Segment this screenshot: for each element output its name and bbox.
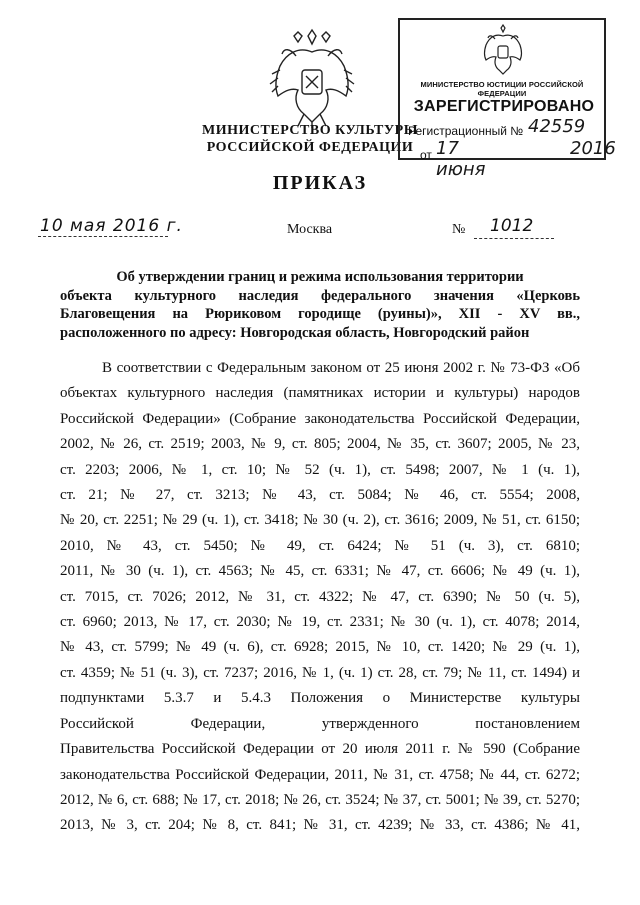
subject-line: объекта культурного наследия федерального значения «Церковь (60, 287, 580, 304)
order-number-label: № (452, 222, 466, 237)
coat-of-arms-icon (268, 26, 356, 130)
body-line: 2010, № 43, ст. 5450; № 49, ст. 6424; № 51 (ч. 3), ст. 6810; (60, 537, 580, 554)
order-city: Москва (287, 222, 333, 237)
order-subject (60, 268, 580, 342)
body-line: ст. 6960; 2013, № 17, ст. 2030; № 19, ст. 2331; № 30 (ч. 1), ст. 4078; 2014, (60, 614, 580, 631)
body-line: ст. 21; № 27, ст. 3213; № 43, ст. 5084; № 46, ст. 5554; 2008, (60, 487, 580, 504)
stamp-reg-number-row (408, 116, 586, 138)
body-line: ст. 7015, ст. 7026; 2012, № 31, ст. 4322; № 47, ст. 6390; № 50 (ч. 5), (60, 588, 580, 605)
stamp-coat-of-arms-icon (480, 24, 526, 76)
number-underline (474, 238, 554, 239)
body-line: законодательства Российской Федерации, 2011, № 31, ст. 4758; № 44, ст. 6272; (60, 766, 580, 783)
body-line: Российской Федерации» (Собрание законодательства Российской Федерации, (60, 410, 580, 427)
body-line: ст. 4359; № 51 (ч. 3), ст. 7237; 2016, № 1, (ч. 1) ст. 28, ст. 79; № 11, ст. 1494) и (60, 664, 580, 681)
stamp-date-row (420, 138, 616, 180)
subject-line: Благовещения на Рюриковом городище (руины)», XII - XV вв., (60, 306, 580, 322)
registration-stamp (398, 18, 616, 180)
body-line: Российской Федерации, утвержденного постановлением (60, 715, 580, 732)
body-line: ст. 2203; 2006, № 1, ст. 10; № 52 (ч. 1), ст. 5498; 2007, № 1 (ч. 1), (60, 461, 580, 478)
ministry-name (196, 122, 424, 156)
stamp-reg-number: 42559 (528, 116, 586, 137)
body-line: 2013, № 3, ст. 204; № 8, ст. 841; № 31, ст. 4239; № 33, ст. 4386; № 41, (60, 817, 580, 834)
order-date: 10 мая 2016 г. (40, 216, 183, 236)
stamp-date: 17 июня (436, 138, 486, 180)
order-body (60, 356, 580, 839)
stamp-year: 2016 (570, 138, 616, 159)
document-title: ПРИКАЗ (272, 172, 368, 194)
subject-line: Об утверждении границ и режима использования территории (116, 269, 524, 285)
body-line: объектах культурного наследия (памятниках истории и культуры) народов (60, 385, 580, 402)
body-line: 2012, № 6, ст. 688; № 17, ст. 2018; № 26, ст. 3524; № 37, ст. 5001; № 39, ст. 5270; (60, 791, 580, 808)
stamp-organization: МИНИСТЕРСТВО ЮСТИЦИИ РОССИЙСКОЙ ФЕДЕРАЦИИ (420, 80, 584, 98)
body-line: Правительства Российской Федерации от 20 июля 2011 г. № 590 (Собрание (60, 741, 580, 758)
body-line: № 43, ст. 5799; № 49 (ч. 6), ст. 6928; 2015, № 10, ст. 1420; № 29 (ч. 1), (60, 639, 580, 656)
subject-line: расположенного по адресу: Новгородская область, Новгородский район (60, 324, 530, 341)
stamp-registered-label: ЗАРЕГИСТРИРОВАНО (413, 98, 595, 115)
order-number: 1012 (490, 216, 534, 236)
ministry-line-2: РОССИЙСКОЙ ФЕДЕРАЦИИ (206, 140, 414, 155)
date-underline (38, 236, 168, 237)
body-line: подпунктами 5.3.7 и 5.4.3 Положения о Министерстве культуры (60, 690, 580, 707)
body-line: 2011, № 30 (ч. 1), ст. 4563; № 45, ст. 6331; № 47, ст. 6606; № 49 (ч. 1), (60, 563, 580, 580)
body-line: № 20, ст. 2251; № 29 (ч. 1), ст. 3418; № 30 (ч. 2), ст. 3616; 2009, № 51, ст. 6150; (60, 512, 580, 529)
stamp-date-label: от (420, 148, 432, 162)
stamp-reg-number-label: Регистрационный № (408, 124, 524, 138)
body-line: В соответствии с Федеральным законом от 25 июня 2002 г. № 73-ФЗ «Об (102, 360, 580, 376)
ministry-line-1: МИНИСТЕРСТВО КУЛЬТУРЫ (202, 123, 418, 138)
body-line: 2002, № 26, ст. 2519; 2003, № 9, ст. 805; 2004, № 35, ст. 3607; 2005, № 23, (60, 436, 580, 453)
